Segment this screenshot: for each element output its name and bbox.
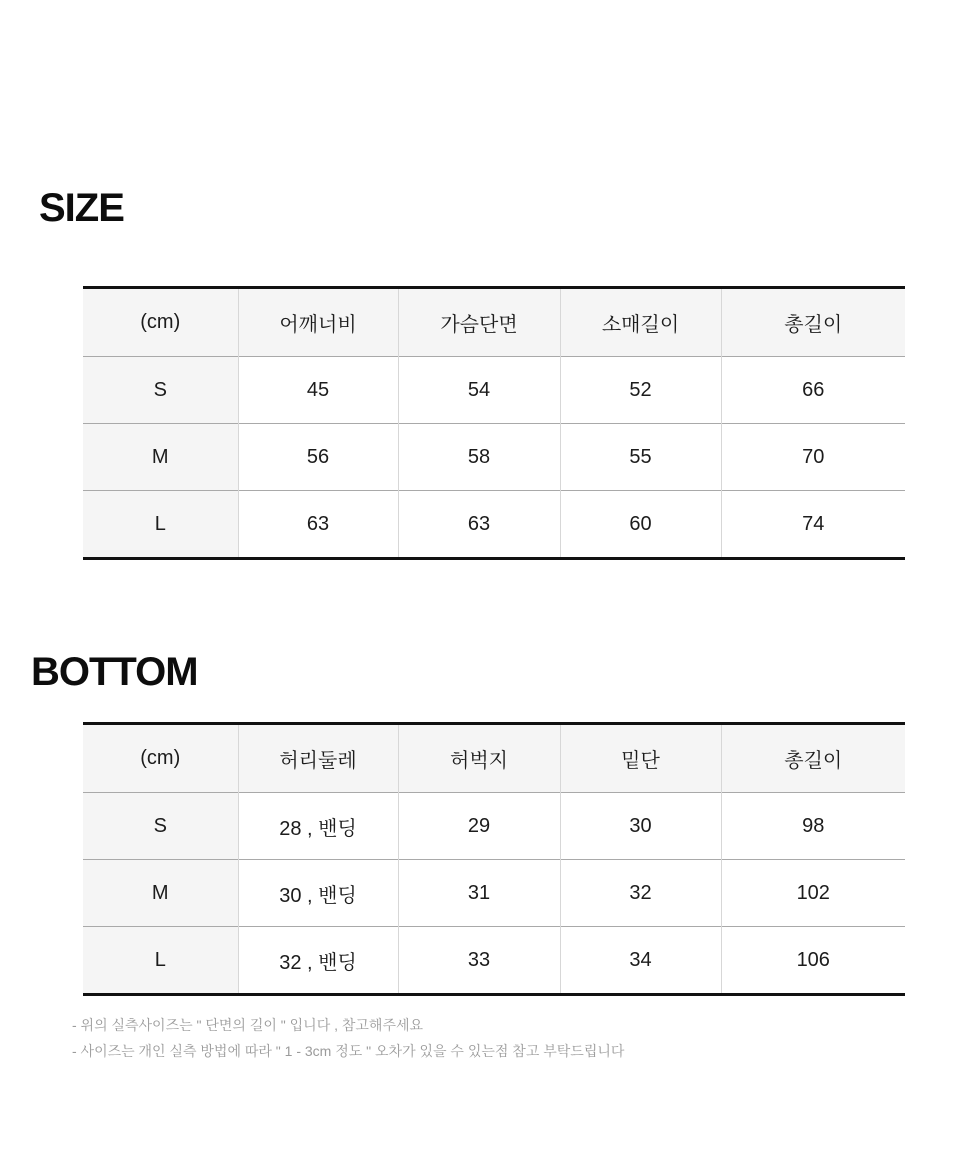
size-value-cell: 98 (721, 793, 905, 860)
table-row (83, 357, 905, 424)
table-row (83, 860, 905, 927)
size-value-cell: 55 (560, 424, 721, 491)
size-value-cell: 74 (721, 491, 905, 559)
size-value-cell: 34 (560, 927, 721, 995)
size-value-cell: 58 (398, 424, 560, 491)
size-table-header-row (83, 288, 905, 357)
size-table (83, 286, 905, 560)
unit-header-cell: (cm) (83, 724, 238, 793)
size-value-cell: 60 (560, 491, 721, 559)
table-row (83, 491, 905, 559)
size-value-cell: 70 (721, 424, 905, 491)
size-value-cell: 32 (560, 860, 721, 927)
size-table-container (83, 286, 905, 560)
size-section-title: SIZE (39, 186, 124, 230)
size-value-cell: 30 , 밴딩 (238, 860, 398, 927)
size-value-cell: 31 (398, 860, 560, 927)
column-header-hem: 밑단 (560, 724, 721, 793)
measurement-notes (72, 1012, 624, 1064)
size-value-cell: 29 (398, 793, 560, 860)
row-label: S (83, 357, 238, 424)
row-label: M (83, 860, 238, 927)
size-value-cell: 102 (721, 860, 905, 927)
size-value-cell: 33 (398, 927, 560, 995)
size-value-cell: 45 (238, 357, 398, 424)
bottom-section-title: BOTTOM (31, 650, 198, 694)
column-header-waist: 허리둘레 (238, 724, 398, 793)
column-header-total-length: 총길이 (721, 724, 905, 793)
row-label: L (83, 491, 238, 559)
size-value-cell: 54 (398, 357, 560, 424)
table-row (83, 793, 905, 860)
column-header-chest: 가슴단면 (398, 288, 560, 357)
bottom-table-header-row (83, 724, 905, 793)
column-header-shoulder: 어깨너비 (238, 288, 398, 357)
row-label: L (83, 927, 238, 995)
table-row (83, 424, 905, 491)
size-value-cell: 32 , 밴딩 (238, 927, 398, 995)
column-header-sleeve: 소매길이 (560, 288, 721, 357)
size-value-cell: 63 (398, 491, 560, 559)
size-value-cell: 56 (238, 424, 398, 491)
size-value-cell: 28 , 밴딩 (238, 793, 398, 860)
size-value-cell: 106 (721, 927, 905, 995)
size-value-cell: 63 (238, 491, 398, 559)
table-row (83, 927, 905, 995)
row-label: S (83, 793, 238, 860)
measurement-note-1: - 위의 실측사이즈는 " 단면의 길이 " 입니다 , 참고해주세요 (72, 1017, 424, 1033)
bottom-table-container (83, 722, 905, 996)
bottom-table (83, 722, 905, 996)
measurement-note-2: - 사이즈는 개인 실측 방법에 따라 " 1 - 3cm 정도 " 오차가 있을 수 있는점 참고 부탁드립니다 (72, 1043, 625, 1059)
size-value-cell: 66 (721, 357, 905, 424)
column-header-thigh: 허벅지 (398, 724, 560, 793)
size-value-cell: 30 (560, 793, 721, 860)
row-label: M (83, 424, 238, 491)
unit-header-cell: (cm) (83, 288, 238, 357)
size-value-cell: 52 (560, 357, 721, 424)
column-header-total-length: 총길이 (721, 288, 905, 357)
